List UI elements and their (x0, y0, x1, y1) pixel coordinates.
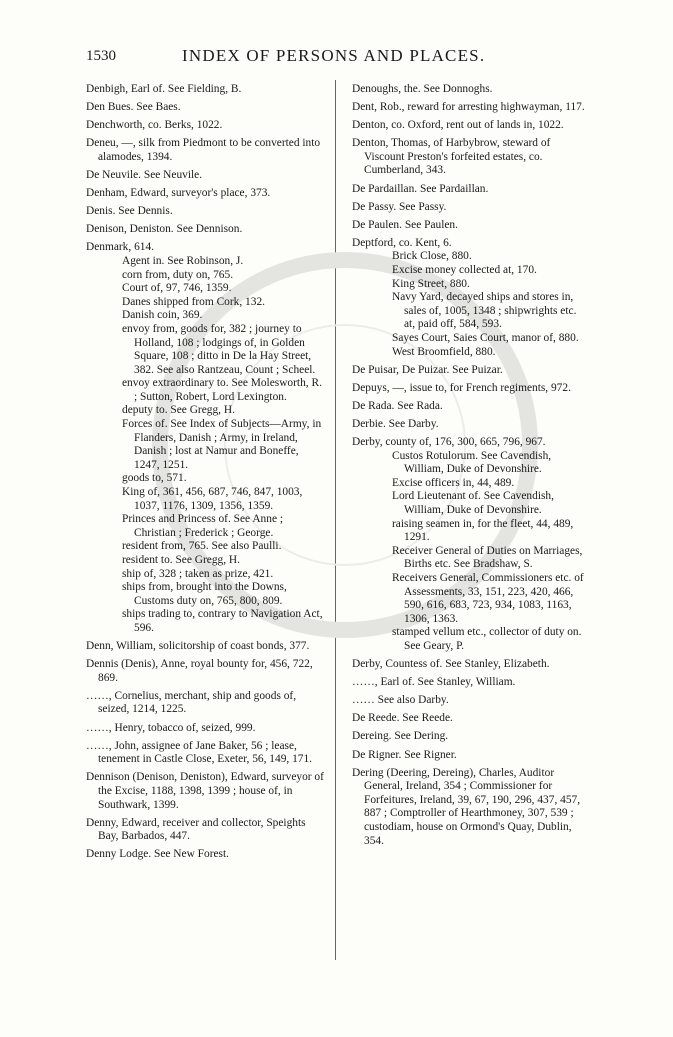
index-entry: Derby, Countess of. See Stanley, Elizabeth. (352, 658, 550, 671)
page-number: 1530 (86, 48, 116, 64)
index-subentry: Custos Rotulorum. See Cavendish, William, Duke of Devonshire. (392, 449, 552, 476)
index-subentry: Agent in. See Robinson, J. (122, 254, 244, 267)
page-title: INDEX OF PERSONS AND PLACES. (182, 46, 486, 65)
index-subentry: resident from, 765. See also Paulli. (122, 540, 282, 553)
index-subentry: Danes shipped from Cork, 132. (122, 295, 265, 308)
index-entry: Denison, Deniston. See Dennison. (86, 223, 243, 236)
index-entry: Derbie. See Darby. (352, 417, 439, 430)
index-subentry: King of, 361, 456, 687, 746, 847, 1003, 1037, 1176, 1309, 1356, 1359. (122, 486, 303, 512)
subentry-list (352, 250, 587, 359)
index-entry: Den Bues. See Baes. (86, 101, 181, 114)
subentry-list (352, 450, 587, 654)
index-entry: ……, Henry, tobacco of, seized, 999. (86, 721, 256, 734)
index-subentry: resident to. See Gregg, H. (122, 554, 240, 566)
index-entry: Deneu, —, silk from Piedmont to be converted into alamodes, 1394. (86, 137, 321, 163)
index-subentry: Navy Yard, decayed ships and stores in, sales of, 1005, 1348 ; shipwrights etc. at, paid off, 584, 593. (392, 291, 577, 331)
index-subentry: Court of, 97, 746, 1359. (122, 282, 232, 295)
index-entry: Dennis (Denis), Anne, royal bounty for, 456, 722, 869. (86, 658, 313, 684)
index-entry: Denny Lodge. See New Forest. (86, 848, 229, 861)
index-entry: De Rada. See Rada. (352, 399, 443, 412)
index-entry: Denoughs, the. See Donnoghs. (352, 83, 493, 95)
index-entry: De Reede. See Reede. (352, 712, 453, 725)
index-entry: De Neuvile. See Neuvile. (86, 168, 203, 181)
index-entry: Dering (Deering, Dereing), Charles, Auditor General, Ireland, 354 ; Commissioner for Forfeitures, Ireland, 39, 67, 190, 296, 437, 457, 887 ; Comptroller of Hearthmoney, 307, 539 ; custodiam, house on Ormond's Quay, Dublin, 354. (352, 766, 581, 847)
index-entry: Denton, co. Oxford, rent out of lands in, 1022. (352, 119, 564, 132)
index-subentry: Excise officers in, 44, 489. (392, 476, 515, 489)
index-subentry: King Street, 880. (392, 277, 470, 290)
right-column (352, 83, 587, 853)
index-subentry: envoy extraordinary to. See Molesworth, R. ; Sutton, Robert, Lord Lexington. (122, 377, 322, 403)
index-subentry: Receiver General of Duties on Marriages, Births etc. See Bradshaw, S. (392, 544, 583, 571)
index-entry: Depuys, —, issue to, for French regiments, 972. (352, 381, 571, 394)
index-subentry: Excise money collected at, 170. (392, 264, 537, 277)
index-subentry: ship of, 328 ; taken as prize, 421. (122, 567, 274, 580)
index-entry: ……, Earl of. See Stanley, William. (352, 676, 516, 689)
index-entry: Denis. See Dennis. (86, 205, 173, 218)
page-header (86, 48, 586, 74)
index-subentry: envoy from, goods for, 382 ; journey to Holland, 108 ; lodgings of, in Golden Square, 108 ; ditto in De la Hay Street, 382. See also Rantzeau, Count ; Scheel. (122, 322, 316, 376)
index-entry: Derby, county of, 176, 300, 665, 796, 967. (352, 436, 546, 449)
index-subentry: West Broomfield, 880. (392, 345, 496, 358)
index-subentry: Forces of. See Index of Subjects—Army, in Flanders, Danish ; Army, in Ireland, Danish ; lost at Namur and Boneffe, 1247, 1251. (122, 418, 322, 471)
index-subentry: Brick Close, 880. (392, 250, 472, 263)
index-entry: Denn, William, solicitorship of coast bonds, 377. (86, 640, 310, 653)
index-entry: De Puisar, De Puizar. See Puizar. (352, 363, 503, 376)
index-entry: De Rigner. See Rigner. (352, 748, 457, 761)
index-subentry: ships from, brought into the Downs, Customs duty on, 765, 800, 809. (122, 581, 287, 607)
index-entry: Dent, Rob., reward for arresting highwayman, 117. (352, 101, 585, 114)
index-entry: De Pardaillan. See Pardaillan. (352, 182, 489, 195)
index-subentry: Lord Lieutenant of. See Cavendish, William, Duke of Devonshire. (392, 490, 554, 517)
index-subentry: Princes and Princess of. See Anne ; Christian ; Frederick ; George. (122, 513, 284, 539)
index-entry: Dennison (Denison, Deniston), Edward, surveyor of the Excise, 1188, 1398, 1399 ; house of, in Southwark, 1399. (86, 771, 324, 811)
index-entry: De Paulen. See Paulen. (352, 218, 458, 231)
index-entry: ……, Cornelius, merchant, ship and goods of, seized, 1214, 1225. (86, 689, 297, 716)
index-subentry: goods to, 571. (122, 472, 187, 485)
index-entry: Dereing. See Dering. (352, 730, 449, 743)
index-entry: De Passy. See Passy. (352, 200, 447, 213)
index-entry: Denham, Edward, surveyor's place, 373. (86, 187, 271, 200)
left-column (86, 83, 326, 866)
index-entry: Denny, Edward, receiver and collector, Speights Bay, Barbados, 447. (86, 816, 306, 843)
index-entry: ……, John, assignee of Jane Baker, 56 ; lease, tenement in Castle Close, Exeter, 56, 149, 171. (86, 739, 313, 766)
index-subentry: deputy to. See Gregg, H. (122, 404, 235, 417)
index-entry: Denmark, 614. (86, 241, 155, 254)
index-subentry: ships trading to, contrary to Navigation Act, 596. (122, 608, 323, 634)
index-entry: Deptford, co. Kent, 6. (352, 236, 452, 249)
index-subentry: Danish coin, 369. (122, 309, 203, 322)
index-subentry: corn from, duty on, 765. (122, 268, 234, 281)
index-entry: Denbigh, Earl of. See Fielding, B. (86, 83, 242, 95)
index-subentry: Receivers General, Commissioners etc. of Assessments, 33, 151, 223, 420, 466, 590, 616, 683, 723, 934, 1083, 1163, 1306, 1363. (392, 572, 584, 625)
index-entry: …… See also Darby. (352, 694, 449, 707)
index-subentry: raising seamen in, for the fleet, 44, 489, 1291. (392, 517, 574, 544)
index-subentry: stamped vellum etc., collector of duty on. See Geary, P. (392, 626, 582, 652)
subentry-list (86, 255, 326, 636)
index-entry: Denton, Thomas, of Harbybrow, steward of Viscount Preston's forfeited estates, co. Cumberland, 343. (352, 137, 551, 177)
index-entry: Denchworth, co. Berks, 1022. (86, 119, 223, 132)
index-subentry: Sayes Court, Saies Court, manor of, 880. (392, 332, 579, 344)
column-divider (335, 80, 336, 960)
